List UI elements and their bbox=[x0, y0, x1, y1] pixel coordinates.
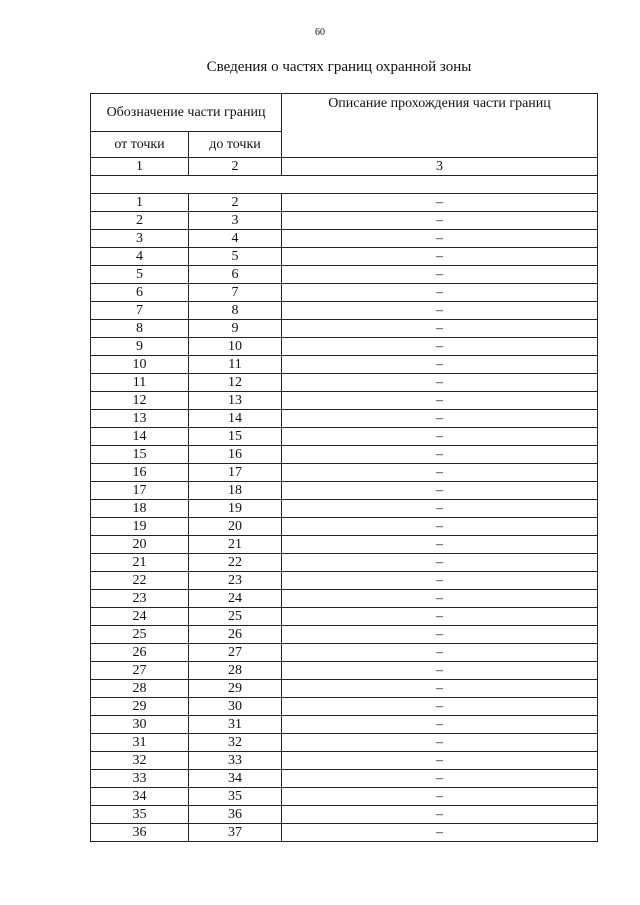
to-point-cell: 5 bbox=[189, 248, 282, 266]
description-cell: – bbox=[282, 212, 598, 230]
description-cell: – bbox=[282, 302, 598, 320]
description-cell: – bbox=[282, 230, 598, 248]
column-number-row bbox=[91, 158, 598, 176]
to-point-cell: 21 bbox=[189, 536, 282, 554]
from-point-cell: 21 bbox=[91, 554, 189, 572]
to-point-cell: 22 bbox=[189, 554, 282, 572]
to-point-cell: 2 bbox=[189, 194, 282, 212]
table-row bbox=[91, 644, 598, 662]
to-point-cell: 28 bbox=[189, 662, 282, 680]
description-cell: – bbox=[282, 392, 598, 410]
table-row bbox=[91, 590, 598, 608]
from-point-cell: 20 bbox=[91, 536, 189, 554]
from-point-cell: 29 bbox=[91, 698, 189, 716]
column-number: 3 bbox=[282, 158, 598, 176]
from-point-cell: 9 bbox=[91, 338, 189, 356]
description-cell: – bbox=[282, 482, 598, 500]
table-row bbox=[91, 680, 598, 698]
from-point-cell: 4 bbox=[91, 248, 189, 266]
document-title: Сведения о частях границ охранной зоны bbox=[206, 59, 472, 75]
description-cell: – bbox=[282, 536, 598, 554]
to-point-cell: 13 bbox=[189, 392, 282, 410]
table-row bbox=[91, 770, 598, 788]
table-row bbox=[91, 752, 598, 770]
from-point-cell: 11 bbox=[91, 374, 189, 392]
to-point-cell: 35 bbox=[189, 788, 282, 806]
from-point-cell: 33 bbox=[91, 770, 189, 788]
description-cell: – bbox=[282, 644, 598, 662]
from-point-cell: 10 bbox=[91, 356, 189, 374]
table-row bbox=[91, 572, 598, 590]
to-point-cell: 26 bbox=[189, 626, 282, 644]
description-cell: – bbox=[282, 806, 598, 824]
from-point-cell: 16 bbox=[91, 464, 189, 482]
table-row bbox=[91, 482, 598, 500]
table-row bbox=[91, 626, 598, 644]
to-point-cell: 11 bbox=[189, 356, 282, 374]
table-row bbox=[91, 536, 598, 554]
header-to-point: до точки bbox=[189, 132, 282, 158]
table-row bbox=[91, 662, 598, 680]
from-point-cell: 32 bbox=[91, 752, 189, 770]
to-point-cell: 20 bbox=[189, 518, 282, 536]
table-row bbox=[91, 266, 598, 284]
table-row bbox=[91, 284, 598, 302]
table-row bbox=[91, 446, 598, 464]
to-point-cell: 30 bbox=[189, 698, 282, 716]
description-cell: – bbox=[282, 698, 598, 716]
table-row bbox=[91, 464, 598, 482]
table-row bbox=[91, 374, 598, 392]
table-row bbox=[91, 338, 598, 356]
description-cell: – bbox=[282, 734, 598, 752]
table-row bbox=[91, 212, 598, 230]
page-number: 60 bbox=[315, 27, 325, 38]
to-point-cell: 6 bbox=[189, 266, 282, 284]
to-point-cell: 37 bbox=[189, 824, 282, 842]
to-point-cell: 25 bbox=[189, 608, 282, 626]
to-point-cell: 12 bbox=[189, 374, 282, 392]
header-boundary-designation: Обозначение части границ bbox=[91, 94, 282, 132]
to-point-cell: 10 bbox=[189, 338, 282, 356]
from-point-cell: 25 bbox=[91, 626, 189, 644]
description-cell: – bbox=[282, 464, 598, 482]
to-point-cell: 14 bbox=[189, 410, 282, 428]
to-point-cell: 15 bbox=[189, 428, 282, 446]
table-row bbox=[91, 194, 598, 212]
table-row bbox=[91, 230, 598, 248]
to-point-cell: 8 bbox=[189, 302, 282, 320]
to-point-cell: 16 bbox=[189, 446, 282, 464]
from-point-cell: 17 bbox=[91, 482, 189, 500]
table-row bbox=[91, 410, 598, 428]
to-point-cell: 34 bbox=[189, 770, 282, 788]
table-row bbox=[91, 734, 598, 752]
empty-cell bbox=[91, 176, 598, 194]
boundary-parts-table bbox=[90, 93, 598, 842]
description-cell: – bbox=[282, 338, 598, 356]
to-point-cell: 3 bbox=[189, 212, 282, 230]
description-cell: – bbox=[282, 410, 598, 428]
description-cell: – bbox=[282, 608, 598, 626]
to-point-cell: 18 bbox=[189, 482, 282, 500]
to-point-cell: 36 bbox=[189, 806, 282, 824]
from-point-cell: 26 bbox=[91, 644, 189, 662]
to-point-cell: 29 bbox=[189, 680, 282, 698]
from-point-cell: 31 bbox=[91, 734, 189, 752]
table-row bbox=[91, 302, 598, 320]
description-cell: – bbox=[282, 590, 598, 608]
table-row bbox=[91, 518, 598, 536]
to-point-cell: 31 bbox=[189, 716, 282, 734]
description-cell: – bbox=[282, 428, 598, 446]
description-cell: – bbox=[282, 284, 598, 302]
description-cell: – bbox=[282, 788, 598, 806]
from-point-cell: 27 bbox=[91, 662, 189, 680]
from-point-cell: 34 bbox=[91, 788, 189, 806]
description-cell: – bbox=[282, 500, 598, 518]
to-point-cell: 4 bbox=[189, 230, 282, 248]
description-cell: – bbox=[282, 680, 598, 698]
to-point-cell: 9 bbox=[189, 320, 282, 338]
table-row bbox=[91, 788, 598, 806]
description-cell: – bbox=[282, 356, 598, 374]
from-point-cell: 30 bbox=[91, 716, 189, 734]
table-row bbox=[91, 428, 598, 446]
to-point-cell: 7 bbox=[189, 284, 282, 302]
description-cell: – bbox=[282, 572, 598, 590]
to-point-cell: 33 bbox=[189, 752, 282, 770]
from-point-cell: 13 bbox=[91, 410, 189, 428]
to-point-cell: 32 bbox=[189, 734, 282, 752]
description-cell: – bbox=[282, 266, 598, 284]
from-point-cell: 8 bbox=[91, 320, 189, 338]
table-row bbox=[91, 698, 598, 716]
table-row bbox=[91, 320, 598, 338]
description-cell: – bbox=[282, 320, 598, 338]
table-row bbox=[91, 608, 598, 626]
to-point-cell: 23 bbox=[189, 572, 282, 590]
description-cell: – bbox=[282, 554, 598, 572]
header-row-group bbox=[91, 94, 598, 132]
table-row bbox=[91, 500, 598, 518]
header-from-point: от точки bbox=[91, 132, 189, 158]
to-point-cell: 17 bbox=[189, 464, 282, 482]
description-cell: – bbox=[282, 194, 598, 212]
from-point-cell: 24 bbox=[91, 608, 189, 626]
from-point-cell: 12 bbox=[91, 392, 189, 410]
table-row bbox=[91, 248, 598, 266]
from-point-cell: 1 bbox=[91, 194, 189, 212]
to-point-cell: 19 bbox=[189, 500, 282, 518]
table-row bbox=[91, 554, 598, 572]
description-cell: – bbox=[282, 716, 598, 734]
to-point-cell: 27 bbox=[189, 644, 282, 662]
description-cell: – bbox=[282, 446, 598, 464]
table-row bbox=[91, 356, 598, 374]
from-point-cell: 5 bbox=[91, 266, 189, 284]
from-point-cell: 6 bbox=[91, 284, 189, 302]
from-point-cell: 23 bbox=[91, 590, 189, 608]
from-point-cell: 14 bbox=[91, 428, 189, 446]
from-point-cell: 15 bbox=[91, 446, 189, 464]
from-point-cell: 36 bbox=[91, 824, 189, 842]
from-point-cell: 35 bbox=[91, 806, 189, 824]
from-point-cell: 2 bbox=[91, 212, 189, 230]
description-cell: – bbox=[282, 626, 598, 644]
table-row bbox=[91, 392, 598, 410]
from-point-cell: 22 bbox=[91, 572, 189, 590]
column-number: 2 bbox=[189, 158, 282, 176]
description-cell: – bbox=[282, 770, 598, 788]
table-row bbox=[91, 806, 598, 824]
table-row bbox=[91, 824, 598, 842]
to-point-cell: 24 bbox=[189, 590, 282, 608]
description-cell: – bbox=[282, 374, 598, 392]
from-point-cell: 18 bbox=[91, 500, 189, 518]
empty-section-row bbox=[91, 176, 598, 194]
from-point-cell: 28 bbox=[91, 680, 189, 698]
description-cell: – bbox=[282, 662, 598, 680]
description-cell: – bbox=[282, 518, 598, 536]
from-point-cell: 7 bbox=[91, 302, 189, 320]
from-point-cell: 19 bbox=[91, 518, 189, 536]
description-cell: – bbox=[282, 248, 598, 266]
description-cell: – bbox=[282, 752, 598, 770]
column-number: 1 bbox=[91, 158, 189, 176]
from-point-cell: 3 bbox=[91, 230, 189, 248]
table-row bbox=[91, 716, 598, 734]
description-cell: – bbox=[282, 824, 598, 842]
header-boundary-description: Описание прохождения части границ bbox=[282, 94, 598, 158]
